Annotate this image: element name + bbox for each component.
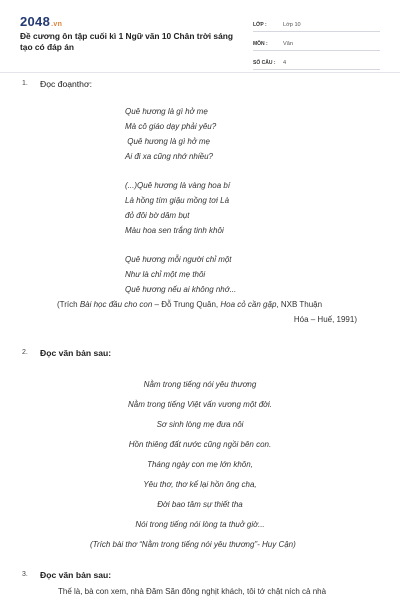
question-3 xyxy=(0,571,400,596)
question-title: Đọc đoạnthơ: xyxy=(40,79,92,89)
meta-panel xyxy=(253,13,380,70)
poem-excerpt xyxy=(0,375,400,555)
poem-line: Như là chỉ một mẹ thôi xyxy=(125,270,206,279)
poem-line: Yêu thơ, thơ kể lại hồn ông cha, xyxy=(143,480,257,489)
site-logo[interactable] xyxy=(20,14,62,29)
meta-label: MÔN : xyxy=(253,41,268,47)
document-body xyxy=(0,80,400,596)
meta-value: Văn xyxy=(283,41,293,47)
question-title: Đọc văn bản sau: xyxy=(40,348,112,358)
question-heading xyxy=(0,349,400,365)
source-text: – Đỗ Trung Quân, xyxy=(152,300,221,309)
meta-row-grade xyxy=(253,13,380,32)
poem-line: Tháng ngày con mẹ lớn khôn, xyxy=(147,460,253,469)
logo-text: 2048 xyxy=(20,14,51,29)
poem-source xyxy=(57,297,357,327)
poem-line: (...)Quê hương là vàng hoa bí xyxy=(125,181,231,190)
poem-line: Màu hoa sen trắng tinh khôi xyxy=(125,226,224,235)
question-number: 1. xyxy=(22,80,28,87)
poem-stanza-2 xyxy=(125,178,400,238)
question-number: 3. xyxy=(22,571,28,578)
poem-excerpt xyxy=(125,104,400,297)
meta-row-question-count xyxy=(253,51,380,70)
poem-line: Ai đi xa cũng nhớ nhiều? xyxy=(125,152,214,161)
question-1 xyxy=(0,80,400,327)
question-title: Đọc văn bản sau: xyxy=(40,570,112,580)
passage-text: Thế là, bà con xem, nhà Đăm Săn đông nghịt khách, tôi tớ chật ních cả nhà xyxy=(58,587,327,596)
question-2 xyxy=(0,349,400,555)
poem-line: Hồn thiêng đất nước cũng ngồi bên con. xyxy=(128,440,272,449)
question-number: 2. xyxy=(22,349,28,356)
document-title: Đề cương ôn tập cuối kì 1 Ngữ văn 10 Chân trời sáng tạo có đáp án xyxy=(20,31,233,52)
source-book-title: Bài học đầu cho con xyxy=(79,300,153,309)
source-text: , NXB Thuận xyxy=(276,300,323,309)
poem-stanza-3 xyxy=(125,252,400,297)
poem-stanza-1 xyxy=(125,104,400,164)
question-heading xyxy=(0,571,400,587)
poem-line: Là hồng tím giậu mồng tơi Là xyxy=(125,196,230,205)
meta-row-subject xyxy=(253,32,380,51)
header-divider xyxy=(0,72,400,73)
meta-value: 4 xyxy=(283,60,287,66)
poem-line: đỏ đôi bờ dâm bụt xyxy=(125,211,190,220)
poem-line: Nằm trong tiếng nói yêu thương xyxy=(143,380,257,389)
poem-line: Nằm trong tiếng Việt vấn vương một đời. xyxy=(128,400,272,409)
poem-line: Quê hương nếu ai không nhớ... xyxy=(125,285,237,294)
source-text: (Trích xyxy=(57,300,80,309)
source-text: Hóa – Huế, 1991) xyxy=(293,315,357,324)
meta-label: LỚP : xyxy=(253,22,267,28)
poem-line: Đời bao tâm sự thiết tha xyxy=(157,500,243,509)
poem-line: Quê hương là gì hở mẹ xyxy=(125,107,208,116)
meta-value: Lớp 10 xyxy=(283,22,301,28)
poem-line: Nói trong tiếng nói lòng ta thuở giờ... xyxy=(135,520,265,529)
poem-line: Quê hương mỗi người chỉ một xyxy=(125,255,232,264)
poem-source: (Trích bài thơ “Nằm trong tiếng nói yêu thương”- Huy Cận) xyxy=(90,540,296,549)
source-collection-title: Hoa cỏ cần gặp xyxy=(220,300,277,309)
page-header xyxy=(0,0,400,72)
poem-line: Sơ sinh lòng mẹ đưa nôi xyxy=(156,420,244,429)
logo-tld: .vn xyxy=(51,21,63,28)
poem-line: Quê hương là gì hở mẹ xyxy=(125,137,211,146)
question-heading xyxy=(0,80,400,96)
poem-line: Mà cô giáo dạy phải yêu? xyxy=(125,122,217,131)
meta-label: SỐ CÂU : xyxy=(253,60,276,66)
